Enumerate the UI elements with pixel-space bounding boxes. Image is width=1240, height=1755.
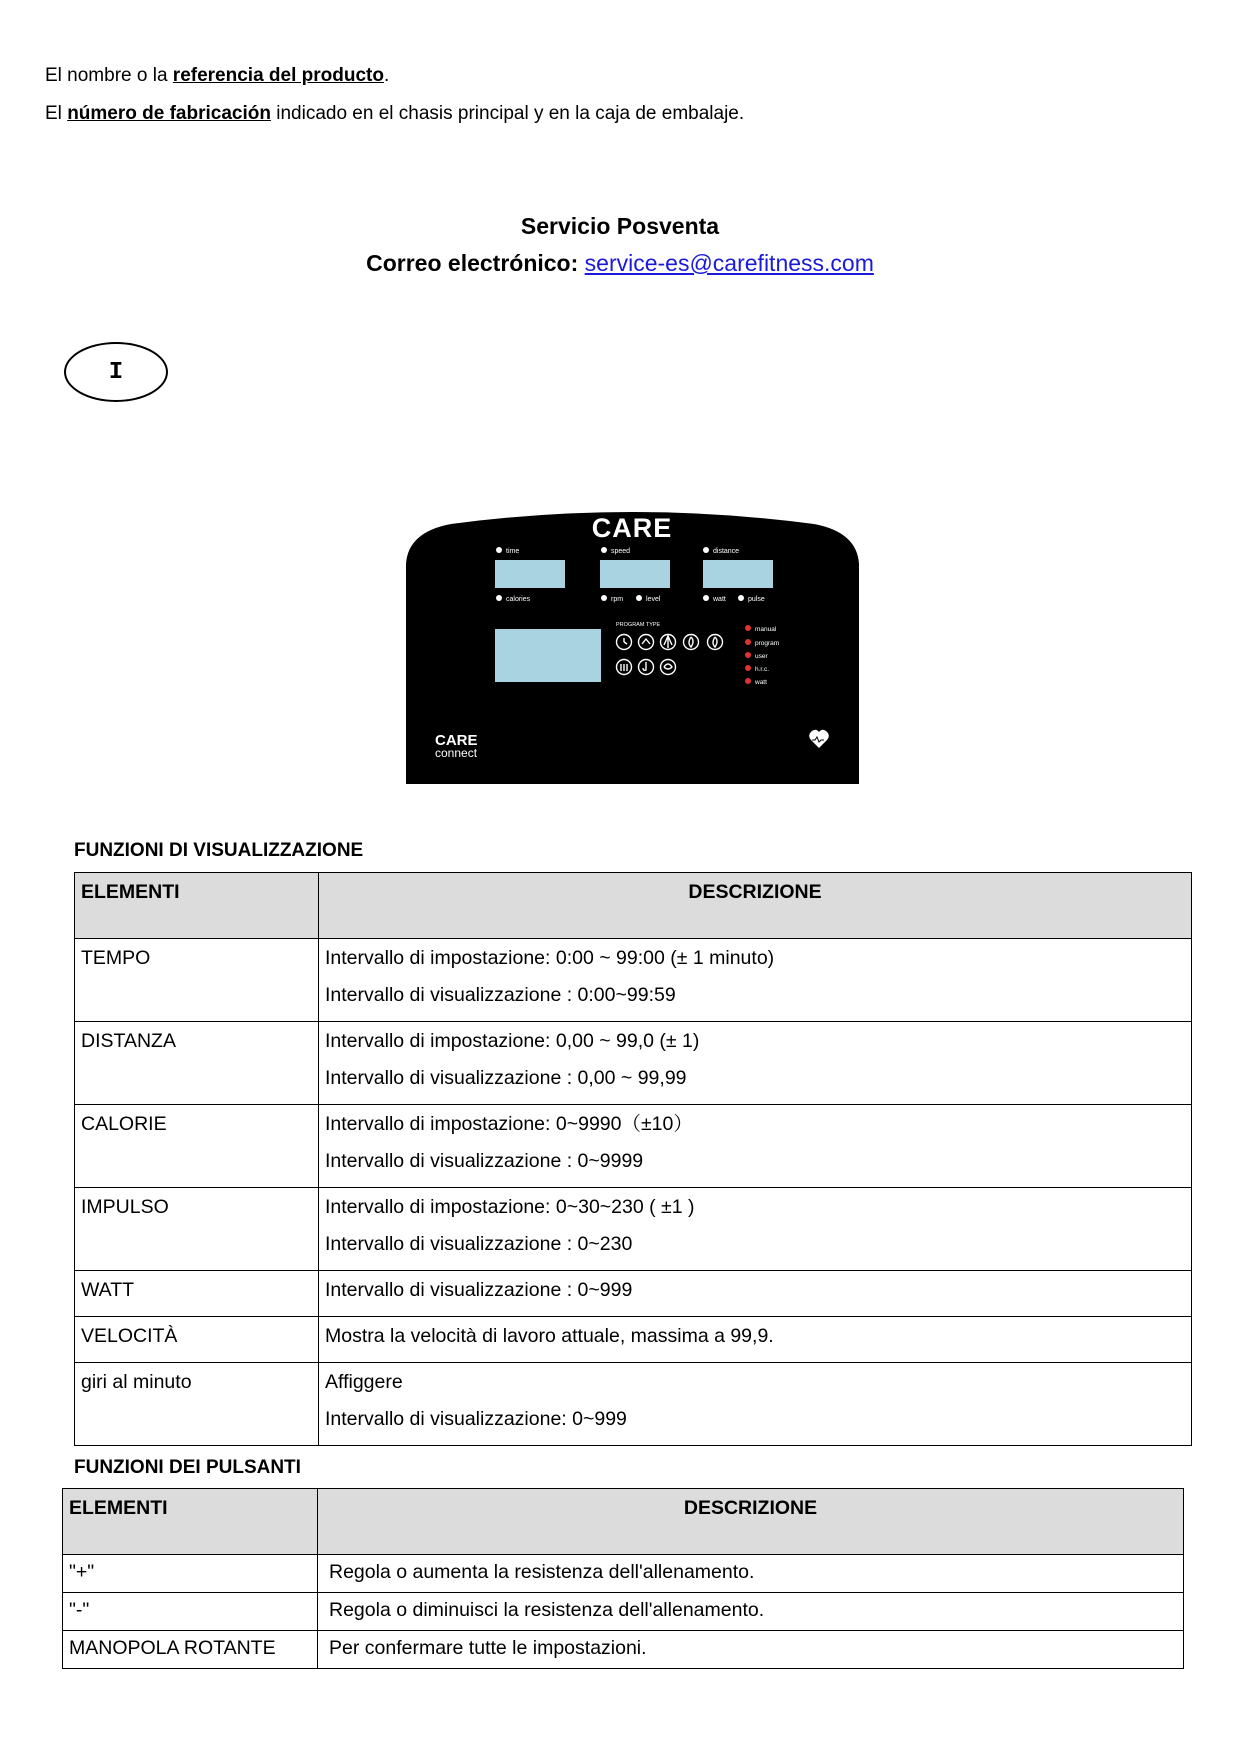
mode-led-watt (745, 678, 751, 684)
lcd-main (495, 629, 601, 682)
element-cell: VELOCITÀ (75, 1317, 319, 1363)
mode-led-user (745, 652, 751, 658)
table-row (75, 1188, 1192, 1271)
program-type-label: PROGRAM TYPE (616, 622, 661, 628)
table-row (63, 1555, 1184, 1593)
table-row (63, 1631, 1184, 1669)
table-row (63, 1593, 1184, 1631)
label-time: time (506, 548, 520, 555)
col-description: DESCRIZIONE (319, 873, 1192, 939)
table-row (75, 939, 1192, 1022)
label-calories: calories (506, 596, 531, 603)
mode-hrc: h.r.c. (755, 666, 770, 673)
table-row (75, 1363, 1192, 1446)
mode-watt: watt (755, 679, 767, 686)
mode-led-manual (745, 625, 751, 631)
mode-led-program (745, 639, 751, 645)
time-led (496, 547, 502, 553)
care-connect-logo-bottom: connect (435, 746, 478, 760)
lcd-time (495, 560, 565, 588)
mode-led-hrc (745, 665, 751, 671)
lcd-speed (600, 560, 670, 588)
description-line: Affiggere (325, 1371, 403, 1393)
description-line: Intervallo di impostazione: 0,00 ~ 99,0 (± 1) (325, 1030, 700, 1052)
intro-line-2-end: indicado en el chasis principal y en la caja de embalaje. (270, 103, 745, 124)
element-cell: MANOPOLA ROTANTE (63, 1631, 318, 1669)
service-title: Servicio Posventa (520, 213, 720, 239)
button-table-header (63, 1489, 1184, 1555)
description-cell: Regola o diminuisci la resistenza dell'allenamento. (318, 1593, 1184, 1631)
element-cell: "+" (63, 1555, 318, 1593)
display-functions-table (74, 872, 1192, 1446)
description-cell: Regola o aumenta la resistenza dell'allenamento. (318, 1555, 1184, 1593)
description-line: Intervallo di impostazione: 0~9990（±10） (325, 1113, 693, 1135)
service-email-line (0, 250, 1240, 277)
mode-program: program (755, 640, 780, 647)
speed-led (601, 547, 607, 553)
watt-led (703, 595, 709, 601)
description-line: Intervallo di visualizzazione : 0,00 ~ 99,99 (325, 1067, 687, 1089)
pulse-led (738, 595, 744, 601)
intro-line-1-text: El nombre o la (45, 65, 173, 86)
intro-line-1-end: . (383, 65, 390, 86)
description-cell (319, 1271, 1192, 1317)
description-cell (319, 1188, 1192, 1271)
label-rpm: rpm (611, 596, 624, 603)
label-speed: speed (611, 548, 631, 555)
description-cell (319, 1105, 1192, 1188)
intro-line-1 (45, 65, 389, 87)
button-functions-table (62, 1488, 1184, 1669)
language-marker: I (64, 342, 168, 402)
rpm-led (601, 595, 607, 601)
display-section-title: FUNZIONI DI VISUALIZZAZIONE (74, 840, 364, 861)
element-cell: "-" (63, 1593, 318, 1631)
description-cell (319, 1363, 1192, 1446)
description-line: Intervallo di visualizzazione : 0~9999 (325, 1150, 644, 1172)
description-line: Intervallo di impostazione: 0~30~230 ( ±1 ) (325, 1196, 695, 1218)
element-cell: TEMPO (75, 939, 319, 1022)
description-line: Intervallo di visualizzazione : 0~230 (325, 1233, 633, 1255)
mode-user: user (755, 653, 768, 660)
intro-line-2-text: El (45, 103, 68, 124)
manufacturing-number-term: número de fabricación (67, 103, 271, 124)
description-line: Intervallo di visualizzazione : 0:00~99:59 (325, 984, 676, 1006)
lcd-distance (703, 560, 773, 588)
col-description: DESCRIZIONE (318, 1489, 1184, 1555)
console-panel-svg (406, 504, 859, 784)
care-connect-logo-top: CARE (435, 732, 478, 749)
description-cell (319, 1022, 1192, 1105)
label-pulse: pulse (748, 596, 765, 603)
description-cell (319, 939, 1192, 1022)
button-section-title: FUNZIONI DEI PULSANTI (74, 1457, 301, 1478)
table-row (75, 1317, 1192, 1363)
distance-led (703, 547, 709, 553)
description-line: Intervallo di visualizzazione: 0~999 (325, 1408, 627, 1430)
description-line: Intervallo di visualizzazione : 0~999 (325, 1279, 633, 1301)
console-illustration (406, 504, 859, 784)
element-cell: WATT (75, 1271, 319, 1317)
intro-line-2 (45, 103, 744, 125)
col-elements: ELEMENTI (63, 1489, 318, 1555)
element-cell: giri al minuto (75, 1363, 319, 1446)
element-cell: DISTANZA (75, 1022, 319, 1105)
label-watt: watt (713, 596, 726, 603)
mode-manual: manual (755, 626, 777, 633)
table-row (75, 1271, 1192, 1317)
display-table-header (75, 873, 1192, 939)
product-reference-term: referencia del producto (172, 65, 384, 86)
description-cell (319, 1317, 1192, 1363)
label-distance: distance (713, 548, 740, 555)
calories-led (496, 595, 502, 601)
table-row (75, 1022, 1192, 1105)
service-email-link[interactable]: service-es@carefitness.com (584, 250, 874, 276)
element-cell: CALORIE (75, 1105, 319, 1188)
label-level: level (646, 596, 661, 603)
description-line: Intervallo di impostazione: 0:00 ~ 99:00 (± 1 minuto) (325, 947, 775, 969)
col-elements: ELEMENTI (75, 873, 319, 939)
description-cell: Per confermare tutte le impostazioni. (318, 1631, 1184, 1669)
table-row (75, 1105, 1192, 1188)
care-logo: CARE (591, 513, 673, 543)
element-cell: IMPULSO (75, 1188, 319, 1271)
description-line: Mostra la velocità di lavoro attuale, massima a 99,9. (325, 1325, 774, 1347)
level-led (636, 595, 642, 601)
email-label: Correo electrónico: (366, 250, 585, 276)
